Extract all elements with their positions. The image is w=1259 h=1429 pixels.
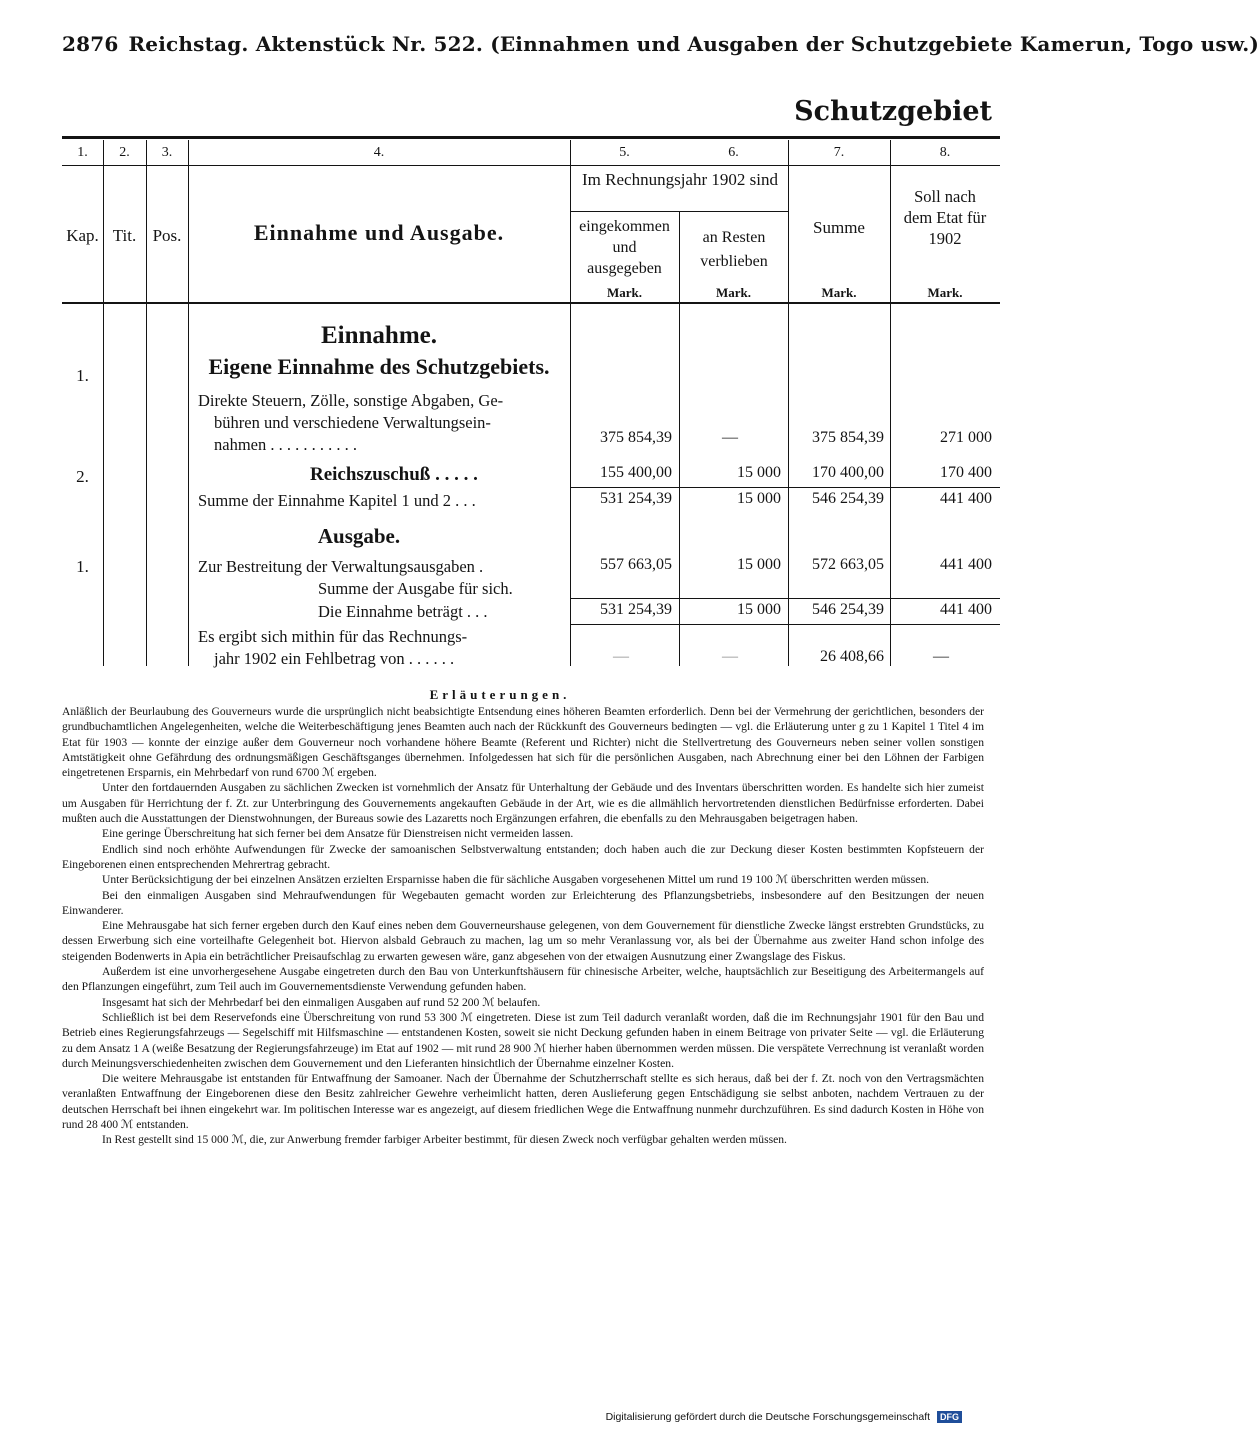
cell-summe: 170 400,00 [812, 464, 884, 481]
cell-soll: 271 000 [940, 429, 992, 446]
notes-paragraph: Eine Mehrausgabe hat sich ferner ergeben durch den Kauf eines neben dem Gouverneurshause gelegenen, von dem Gouvernement für dienstliche Zwecke längst erstrebten Grundstücks, zu dessen Erwerbung sich eine vorteilhafte Gelegenheit bot. Hiervon alsbald Gebrauch zu machen, lag um so mehr Veranlassung vor, als bei der Übernahme aus zweiter Hand schon infolge des steigenden Bodenwerts in Apia ein beträchtlicher Preisaufschlag zu erwarten gewesen wäre, ganz abgesehen von der etwaigen Ausnutzung einer Zwangslage des Fiskus. [62, 919, 984, 963]
column-number: 1. [77, 145, 88, 160]
running-header [62, 32, 1259, 56]
cell-eingekommen: — [613, 648, 629, 665]
row-label: Zur Bestreitung der Verwaltungsausgaben . [198, 557, 484, 576]
unit-mark: Mark. [927, 285, 963, 300]
sum-rule-3 [570, 624, 1000, 625]
notes-paragraph: Unter Berücksichtigung der bei einzelnen Ansätzen erzielten Ersparnisse haben die für sächliche Ausgaben vorgesehenen Mittel um rund 19 100 ℳ überschritten werden müssen. [102, 873, 930, 887]
row-label: Es ergibt sich mithin für das Rechnungs- jahr 1902 ein Fehlbetrag von . . . . . . [198, 627, 468, 668]
header-main: Einnahme und Ausgabe. [253, 220, 505, 245]
cell-reste: — [722, 648, 738, 665]
section-heading-ausgabe: Ausgabe. [317, 524, 401, 548]
notes-title: Erläuterungen. [429, 687, 571, 702]
column-divider [188, 140, 189, 666]
header-col5: eingekommen und ausgegeben [579, 218, 670, 277]
cell-soll: 441 400 [940, 601, 992, 618]
notes-paragraph: Die weitere Mehrausgabe ist entstanden für Entwaffnung der Samoaner. Nach der Übernahme der Schutzherrschaft stellte es sich heraus, daß bei der f. Zt. noch von den Vertragsmächten veranlaßten Entwaffnung der Eingeborenen diese den Besitz zahlreicher Gewehre verheimlicht hatten, deren Auslieferung gegen Entschädigung sie selbst anboten, nachdem Vertrauen zu der deutschen Herrschaft bei ihnen eingekehrt war. Im politischen Interesse war es angezeigt, auf diesem friedlichen Wege die Entwaffnung nunmehr durchzuführen. Es sind dadurch Kosten in Höhe von rund 28 400 ℳ entstanden. [62, 1072, 984, 1132]
row-label: Summe der Einnahme Kapitel 1 und 2 . . . [198, 491, 476, 510]
cell-reste: 15 000 [737, 556, 781, 573]
unit-mark: Mark. [715, 285, 752, 300]
notes-body [62, 704, 984, 1148]
row-kap: 2. [76, 467, 89, 486]
digitization-footer [606, 1411, 962, 1423]
column-number: 8. [939, 145, 951, 160]
header-bottom-rule [62, 302, 1000, 304]
cell-summe: 546 254,39 [812, 601, 884, 618]
column-divider [570, 140, 571, 666]
notes-paragraph: Endlich sind noch erhöhte Aufwendungen für Zwecke der samoanischen Selbstverwaltung entstanden; doch haben auch die zur Deckung dieser Kosten bestimmten Kopfsteuern der Eingeborenen einen entsprechenden Mehrertrag gebracht. [62, 842, 984, 871]
column-divider [890, 140, 891, 666]
cell-eingekommen: 531 254,39 [600, 601, 672, 618]
section-heading-einnahme: Einnahme. [320, 322, 437, 349]
unit-mark: Mark. [821, 285, 857, 300]
sum-rule-1 [570, 487, 1000, 488]
column-divider [146, 140, 147, 666]
notes-paragraph: Unter den fortdauernden Ausgaben zu sächlichen Zwecken ist vornehmlich der Ansatz für Unterhaltung der Gebäude und des Inventars überschritten worden. Es handelte sich hier zumeist um Ausgaben für Herrichtung der f. Zt. zur Unterbringung des Gouvernements angekauften Gebäude in der Art, wie es die allmählich hervortretenden dienstlichen Bedürfnisse erforderten. Dabei mußten auch die Ausstattungen der Dienstwohnungen, der Bureaus sowie des Lazaretts noch Ergänzungen erfahren, die ebenfalls zu den Mehrausgaben beigetragen haben. [62, 781, 984, 826]
row-label: Summe der Ausgabe für sich. [318, 579, 513, 598]
column-number: 4. [373, 145, 385, 160]
column-number: 6. [728, 145, 739, 160]
sum-rule-2 [570, 598, 1000, 599]
table-top-rule [62, 136, 1000, 139]
row-kap: 1. [76, 366, 89, 385]
cell-soll: 441 400 [940, 556, 992, 573]
header-col8: Soll nach dem Etat für 1902 [903, 187, 987, 248]
section-heading-eigene: Eigene Einnahme des Schutzgebiets. [208, 354, 550, 379]
column-number: 2. [119, 145, 130, 160]
cell-reste: — [722, 429, 738, 446]
row-label: Reichszuschuß . . . . . [310, 464, 478, 485]
column-number: 5. [619, 145, 630, 160]
header-tit: Tit. [112, 226, 137, 245]
header-col6: an Resten verblieben [700, 229, 768, 270]
section-subtitle: Schutzgebiet [794, 96, 992, 127]
notes-paragraph: Insgesamt hat sich der Mehrbedarf bei den einmaligen Ausgaben auf rund 52 200 ℳ belaufen. [102, 995, 541, 1009]
dfg-logo-icon: DFG [937, 1411, 962, 1423]
cell-eingekommen: 557 663,05 [600, 556, 672, 573]
notes-paragraph: In Rest gestellt sind 15 000 ℳ, die, zur Anwerbung fremder farbiger Arbeiter bestimmt, für diesen Zweck noch verfügbar gehalten werden müssen. [102, 1133, 787, 1147]
cell-reste: 15 000 [737, 601, 781, 618]
cell-summe: 375 854,39 [812, 429, 884, 446]
header-kap: Kap. [66, 226, 99, 245]
unit-mark: Mark. [606, 285, 643, 300]
column-number: 7. [833, 145, 845, 160]
cell-eingekommen: 531 254,39 [600, 490, 672, 507]
header-col7: Summe [813, 218, 865, 237]
running-title: Reichstag. Aktenstück Nr. 522. (Einnahmen und Ausgaben der Schutzgebiete Kamerun, Togo usw.) [128, 32, 1259, 56]
cell-summe: 572 663,05 [812, 556, 884, 573]
cell-reste: 15 000 [737, 464, 781, 481]
cell-soll: — [933, 648, 949, 665]
column-divider [103, 140, 104, 666]
notes-paragraph: Schließlich ist bei dem Reservefonds eine Überschreitung von rund 53 300 ℳ eingetreten. Diese ist zum Teil dadurch veranlaßt worden, daß die im Rechnungsjahr 1901 für den Bau und Betrieb eines Regierungsfahrzeugs — Segelschiff mit Hilfsmaschine — entstandenen Kosten, soweit sie nicht Deckung gefunden haben in einem Beitrage von privater Seite — vgl. die Erläuterung zu dem Ansatz 1 A (weiße Besatzung der Regierungsfahrzeuge) im Etat auf 1902 — mit rund 28 900 ℳ hierher haben übernommen werden müssen. Die verspätete Verrechnung ist veranlaßt worden durch Meinungsverschiedenheiten zwischen dem Gouvernement und den Lieferanten hinsichtlich der Übernahme einzelner Kosten. [62, 1010, 984, 1070]
notes-paragraph: Anläßlich der Beurlaubung des Gouverneurs wurde die ursprünglich nicht beabsichtigte Entsendung eines höheren Beamten erforderlich. Denn bei der Vermehrung der gerichtlichen, besonders der grundbuchamtlichen Angelegenheiten, welche die Weiterbeschäftigung jenes Beamten auch nach der Rückkunft des Gouverneurs bedingten — vgl. die Erläuterung unter g zu 1 Kapitel 1 Titel 4 im Etat für 1903 — konnte der einzige außer dem Gouverneur noch vorhandene höhere Beamte (Referent und Richter) nicht die Stellvertretung des Gouverneurs neben seiner vollen sonstigen Amtstätigkeit ohne Gefährdung des ordnungsmäßigen Geschäftsganges übernehmen. Infolgedessen hat sich für die persönlichen Ausgaben, nach Abrechnung einer bei den Löhnen der Farbigen eingetretenen Ersparnis, ein Mehrbedarf von rund 6700 ℳ ergeben. [62, 705, 984, 780]
footer-text: Digitalisierung gefördert durch die Deutsche Forschungsgemeinschaft [605, 1411, 931, 1423]
cell-eingekommen: 155 400,00 [600, 464, 672, 481]
column-number: 3. [161, 145, 173, 160]
column-number-rule [62, 165, 1000, 166]
cell-reste: 15 000 [737, 490, 781, 507]
header-pos: Pos. [152, 226, 182, 245]
cell-summe: 26 408,66 [820, 648, 884, 665]
row-kap: 1. [76, 557, 89, 576]
notes-paragraph: Bei den einmaligen Ausgaben sind Mehraufwendungen für Wegebauten gemacht worden zur Erleichterung des Pflanzungsbetriebs, insbesondere auf den Besitzungen der neuen Einwanderer. [62, 888, 984, 917]
cell-soll: 170 400 [940, 464, 992, 481]
cell-soll: 441 400 [940, 490, 992, 507]
notes-paragraph: Eine geringe Überschreitung hat sich ferner bei dem Ansatze für Dienstreisen nicht vermeiden lassen. [102, 827, 574, 841]
row-label: Direkte Steuern, Zölle, sonstige Abgaben, Ge- bühren und verschiedene Verwaltungsein- nahmen . . . . . . . . . . . [198, 391, 504, 454]
header-year-group: Im Rechnungsjahr 1902 sind [582, 170, 778, 189]
page-number: 2876 [62, 32, 119, 56]
notes-paragraph: Außerdem ist eine unvorhergesehene Ausgabe eingetreten durch den Bau von Unterkunftshäusern für chinesische Arbeiter, welche, hauptsächlich zur Beseitigung des Arbeitermangels auf den Pflanzungen eingeführt, zum Teil auch im Gouvernementsdienste Verwendung gefunden haben. [62, 965, 984, 994]
row-label: Die Einnahme beträgt . . . [318, 602, 488, 621]
cell-eingekommen: 375 854,39 [600, 429, 672, 446]
cell-summe: 546 254,39 [812, 490, 884, 507]
